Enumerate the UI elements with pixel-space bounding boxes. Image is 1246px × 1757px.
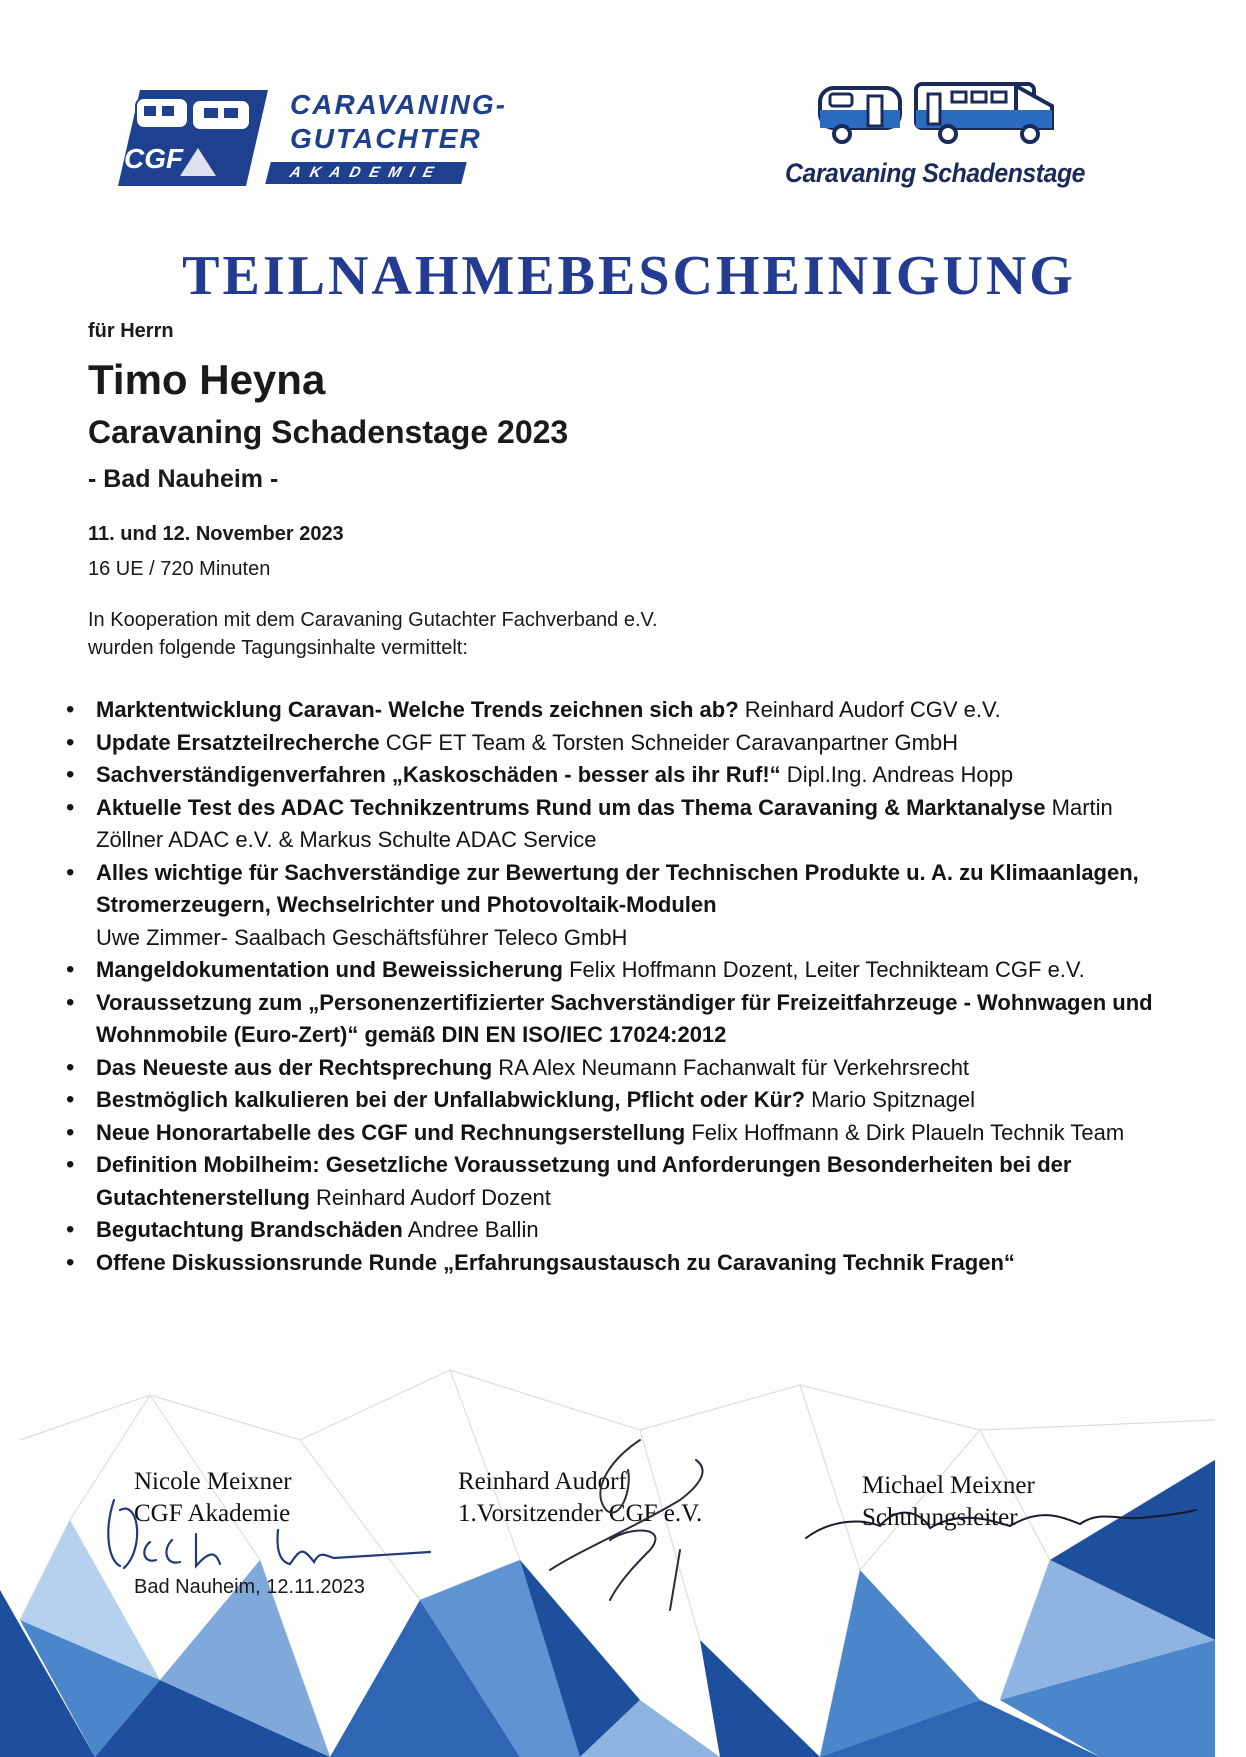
intro-text-line-2: wurden folgende Tagungsinhalte vermittelt:: [88, 637, 468, 659]
topic-title: Neue Honorartabelle des CGF und Rechnungserstellung: [96, 1119, 686, 1145]
topic-item: [66, 759, 1186, 792]
caravaning-schadenstage-logo: [770, 80, 1100, 200]
topic-item: [66, 792, 1186, 857]
topic-speaker: Felix Hoffmann Dozent, Leiter Technikteam CGF e.V.: [562, 957, 1085, 982]
event-title: Caravaning Schadenstage 2023: [88, 414, 569, 450]
logo-line-gutachter: GUTACHTER: [290, 123, 482, 154]
event-dates: 11. und 12. November 2023: [88, 523, 344, 545]
topic-speaker: Mario Spitznagel: [805, 1087, 976, 1112]
topic-speaker: CGF ET Team & Torsten Schneider Caravanpartner GmbH: [379, 729, 959, 755]
topic-item: [66, 954, 1186, 987]
topic-title: Definition Mobilheim: Gesetzliche Voraussetzung und Anforderungen Besonderheiten bei der Gutachtenerstellung: [96, 1152, 1072, 1210]
logo-badge-text: CGF: [124, 143, 184, 174]
event-duration: 16 UE / 720 Minuten: [88, 558, 271, 580]
topic-speaker: Reinhard Audorf Dozent: [309, 1184, 551, 1210]
signer-name: Michael Meixner: [862, 1472, 1035, 1499]
topic-item: [66, 1149, 1186, 1214]
logo-line-caravaning: CARAVANING-: [290, 89, 507, 120]
topic-title: Marktentwicklung Caravan- Welche Trends zeichnen sich ab?: [96, 697, 739, 722]
handwritten-signature-1: [100, 1490, 440, 1580]
place-and-date: Bad Nauheim, 12.11.2023: [134, 1576, 365, 1598]
topic-title: Mangeldokumentation und Beweissicherung: [96, 957, 563, 982]
topic-title: Bestmöglich kalkulieren bei der Unfallabwicklung, Pflicht oder Kür?: [96, 1087, 806, 1112]
topic-item: [66, 727, 1186, 760]
logo-caption: Caravaning Schadenstage: [784, 158, 1086, 188]
signer-role: Schulungsleiter: [862, 1504, 1018, 1531]
topic-speaker: Uwe Zimmer- Saalbach Geschäftsführer Teleco GmbH: [96, 924, 628, 950]
cgf-akademie-logo: [118, 88, 507, 188]
intro-text-line-1: In Kooperation mit dem Caravaning Gutachter Fachverband e.V.: [88, 609, 658, 631]
topic-title: Alles wichtige für Sachverständige zur Bewertung der Technischen Produkte u. A. zu Klimaanlagen, Stromerzeugern, Wechselrichter und Photovoltaik-Modulen: [96, 859, 1139, 917]
signer-role: 1.Vorsitzender CGF e.V.: [458, 1500, 703, 1527]
topic-speaker: Reinhard Audorf CGV e.V.: [738, 697, 1001, 722]
salutation: für Herrn: [88, 320, 174, 342]
topic-title: Sachverständigenverfahren „Kaskoschäden - besser als ihr Ruf!“: [96, 762, 781, 787]
logo-band-akademie: AKADEMIE: [265, 162, 466, 184]
topic-item: [66, 1084, 1186, 1117]
event-location: - Bad Nauheim -: [88, 465, 279, 493]
signer-name: Nicole Meixner: [134, 1468, 292, 1495]
topic-title: Aktuelle Test des ADAC Technikzentrums Rund um das Thema Caravaning & Marktanalyse: [96, 794, 1046, 820]
topic-speaker: Martin Zöllner ADAC e.V. & Markus Schulte ADAC Service: [96, 794, 1113, 852]
topic-item: [66, 1117, 1186, 1150]
recipient-name: Timo Heyna: [88, 356, 326, 403]
topic-list: [66, 694, 1186, 1279]
topic-speaker: Dipl.Ing. Andreas Hopp: [780, 762, 1014, 787]
signer-role: CGF Akademie: [134, 1500, 291, 1527]
caravan-motorhome-icon: [812, 80, 1058, 150]
topic-item: [66, 987, 1186, 1052]
topic-title: Update Ersatzteilrecherche: [96, 729, 380, 755]
handwritten-signature-2: [520, 1430, 740, 1620]
certificate-title: TEILNAHMEBESCHEINIGUNG: [182, 245, 1076, 307]
topic-item: [66, 857, 1186, 955]
topic-title: Offene Diskussionsrunde Runde „Erfahrungsaustausch zu Caravaning Technik Fragen“: [96, 1249, 1015, 1275]
topic-title: Das Neueste aus der Rechtsprechung: [96, 1054, 493, 1080]
topic-item: [66, 1052, 1186, 1085]
topic-item: [66, 1247, 1186, 1280]
handwritten-signature-3: [800, 1490, 1200, 1560]
topic-item: [66, 1214, 1186, 1247]
topic-speaker: Andree Ballin: [402, 1217, 539, 1242]
topic-title: Voraussetzung zum „Personenzertifizierter Sachverständiger für Freizeitfahrzeuge - Wohnwagen und Wohnmobile (Euro-Zert)“ gemäß DIN EN ISO/IEC 17024:2012: [96, 989, 1153, 1047]
signer-name: Reinhard Audorf: [458, 1468, 627, 1495]
topic-title: Begutachtung Brandschäden: [96, 1217, 403, 1242]
topic-item: [66, 694, 1186, 727]
topic-speaker: Felix Hoffmann & Dirk Plaueln Technik Team: [685, 1119, 1125, 1145]
topic-speaker: RA Alex Neumann Fachanwalt für Verkehrsrecht: [492, 1054, 970, 1080]
